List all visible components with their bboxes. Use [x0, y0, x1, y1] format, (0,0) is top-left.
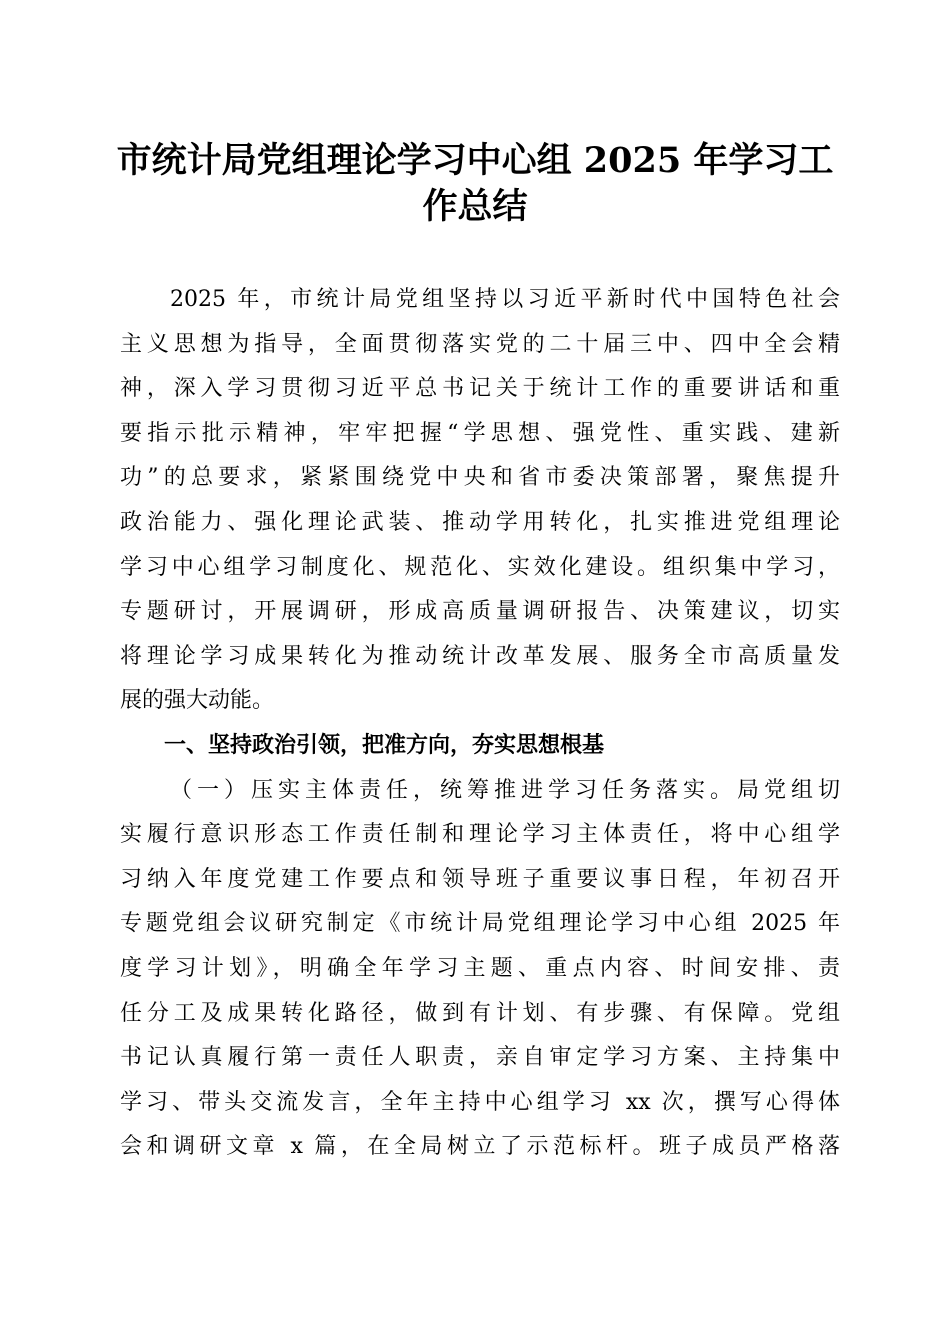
- text-line: 实履行意识形态工作责任制和理论学习主体责任，将中心组学: [120, 822, 840, 848]
- text-line: 主义思想为指导，全面贯彻落实党的二十届三中、四中全会精: [120, 331, 840, 357]
- text-line: 专题党组会议研究制定《市统计局党组理论学习中心组 2025 年: [120, 911, 840, 937]
- section-heading: 一、坚持政治引领，把准方向，夯实思想根基: [164, 732, 605, 758]
- text-line: 要指示批示精神，牢牢把握“学思想、强党性、重实践、建新: [120, 420, 840, 446]
- text-line: 将理论学习成果转化为推动统计改革发展、服务全市高质量发: [120, 643, 840, 669]
- text-line: 展的强大动能。: [120, 688, 275, 714]
- text-line: 学习中心组学习制度化、规范化、实效化建设。组织集中学习，: [120, 554, 840, 580]
- text-line: 度学习计划》，明确全年学习主题、重点内容、时间安排、责: [120, 955, 840, 981]
- text-line: 2025 年，市统计局党组坚持以习近平新时代中国特色社会: [170, 287, 840, 312]
- paragraph-section-1-1: [120, 769, 840, 1170]
- text-line: 任分工及成果转化路径，做到有计划、有步骤、有保障。党组: [120, 1000, 840, 1026]
- paragraph-intro: [120, 278, 840, 724]
- text-line: 学习、带头交流发言，全年主持中心组学习 xx 次，撰写心得体: [120, 1089, 840, 1115]
- text-line: 会和调研文章 x 篇，在全局树立了示范标杆。班子成员严格落: [120, 1134, 840, 1160]
- document-title: [100, 138, 850, 230]
- text-line: 政治能力、强化理论武装、推动学用转化，扎实推进党组理论: [120, 509, 840, 535]
- text-line: 书记认真履行第一责任人职责，亲自审定学习方案、主持集中: [120, 1045, 840, 1071]
- text-line: （一）压实主体责任，统筹推进学习任务落实。局党组切: [170, 777, 840, 803]
- title-line-2: 作总结: [422, 186, 528, 227]
- title-line-1: 市统计局党组理论学习中心组 2025 年学习工: [116, 140, 834, 181]
- document-body: [120, 278, 840, 1170]
- text-line: 功”的总要求，紧紧围绕党中央和省市委决策部署，聚焦提升: [120, 465, 840, 491]
- text-line: 神，深入学习贯彻习近平总书记关于统计工作的重要讲话和重: [120, 376, 840, 402]
- text-line: 习纳入年度党建工作要点和领导班子重要议事日程，年初召开: [120, 866, 840, 892]
- text-line: 专题研讨，开展调研，形成高质量调研报告、决策建议，切实: [120, 599, 840, 625]
